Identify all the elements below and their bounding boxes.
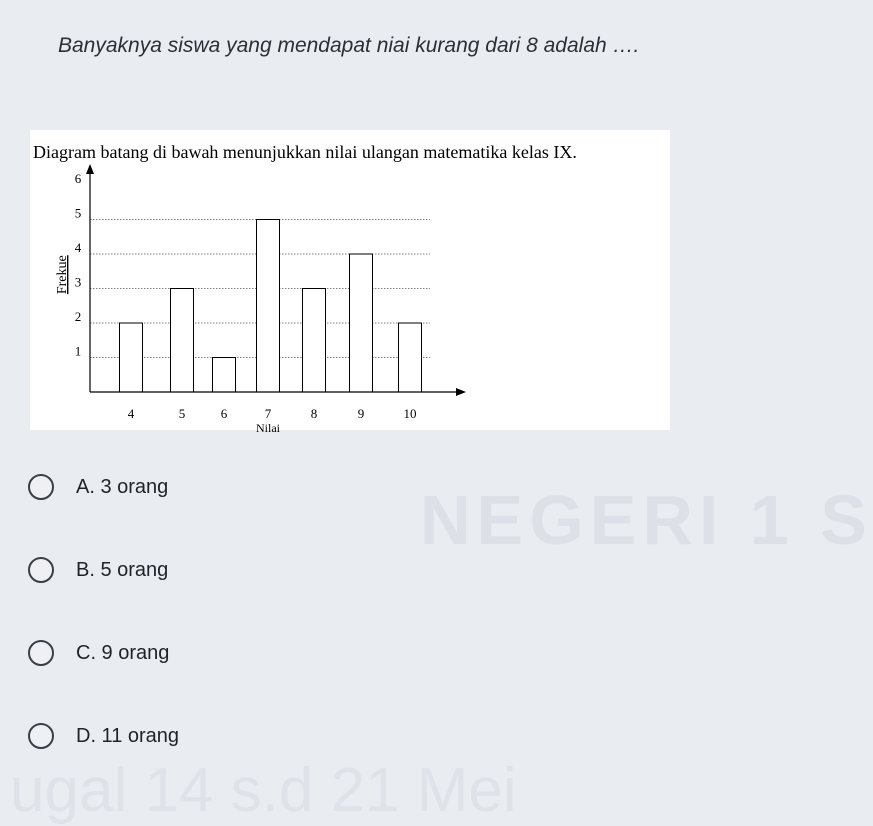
y-tick-label: 6 [74, 171, 82, 186]
y-tick-label: 3 [74, 274, 82, 290]
y-tick-label: 5 [74, 205, 82, 221]
option-d[interactable] [28, 716, 628, 756]
bar [303, 289, 326, 393]
y-axis-label: Frekue [55, 255, 70, 295]
radio-circle-icon[interactable] [28, 474, 54, 500]
y-tick-label: 2 [74, 309, 82, 324]
option-c[interactable] [28, 633, 628, 673]
bar [213, 358, 236, 393]
x-tick-label: 9 [357, 406, 365, 421]
x-axis-arrow-icon [456, 388, 466, 396]
x-tick-label: 4 [127, 406, 135, 421]
figure-title: Diagram batang di bawah menunjukkan nilai ulangan matematika kelas IX. [33, 142, 577, 162]
question-text: Banyaknya siswa yang mendapat niai kurang dari 8 adalah …. [58, 34, 640, 57]
bar [350, 254, 373, 392]
y-axis-arrow-icon [86, 164, 94, 174]
x-tick-label: 10 [403, 406, 417, 421]
x-tick-label: 6 [220, 406, 228, 421]
y-tick-label: 1 [74, 343, 82, 359]
bar [120, 323, 143, 392]
y-tick-label: 4 [74, 240, 82, 255]
option-a[interactable] [28, 467, 628, 507]
option-b-label: B. 5 orang [76, 558, 169, 581]
bar [171, 289, 194, 393]
bar [257, 220, 280, 393]
option-c-label: C. 9 orang [76, 641, 170, 664]
answer-options [0, 430, 670, 813]
x-tick-label: 7 [264, 406, 272, 421]
radio-circle-icon[interactable] [28, 640, 54, 666]
question-figure [30, 130, 670, 435]
bar-chart [30, 130, 670, 435]
radio-circle-icon[interactable] [28, 723, 54, 749]
question-card [0, 0, 670, 130]
option-a-label: A. 3 orang [76, 475, 169, 498]
x-tick-label: 5 [178, 406, 186, 421]
option-b[interactable] [28, 550, 628, 590]
option-d-label: D. 11 orang [76, 724, 180, 747]
x-tick-label: 8 [310, 406, 318, 421]
watermark-school-text: NEGERI 1 S [420, 481, 873, 559]
watermark-date-text: ugal 14 s.d 21 Mei [10, 756, 517, 825]
radio-circle-icon[interactable] [28, 557, 54, 583]
x-axis-label: Nilai [256, 421, 280, 435]
bar [399, 323, 422, 392]
